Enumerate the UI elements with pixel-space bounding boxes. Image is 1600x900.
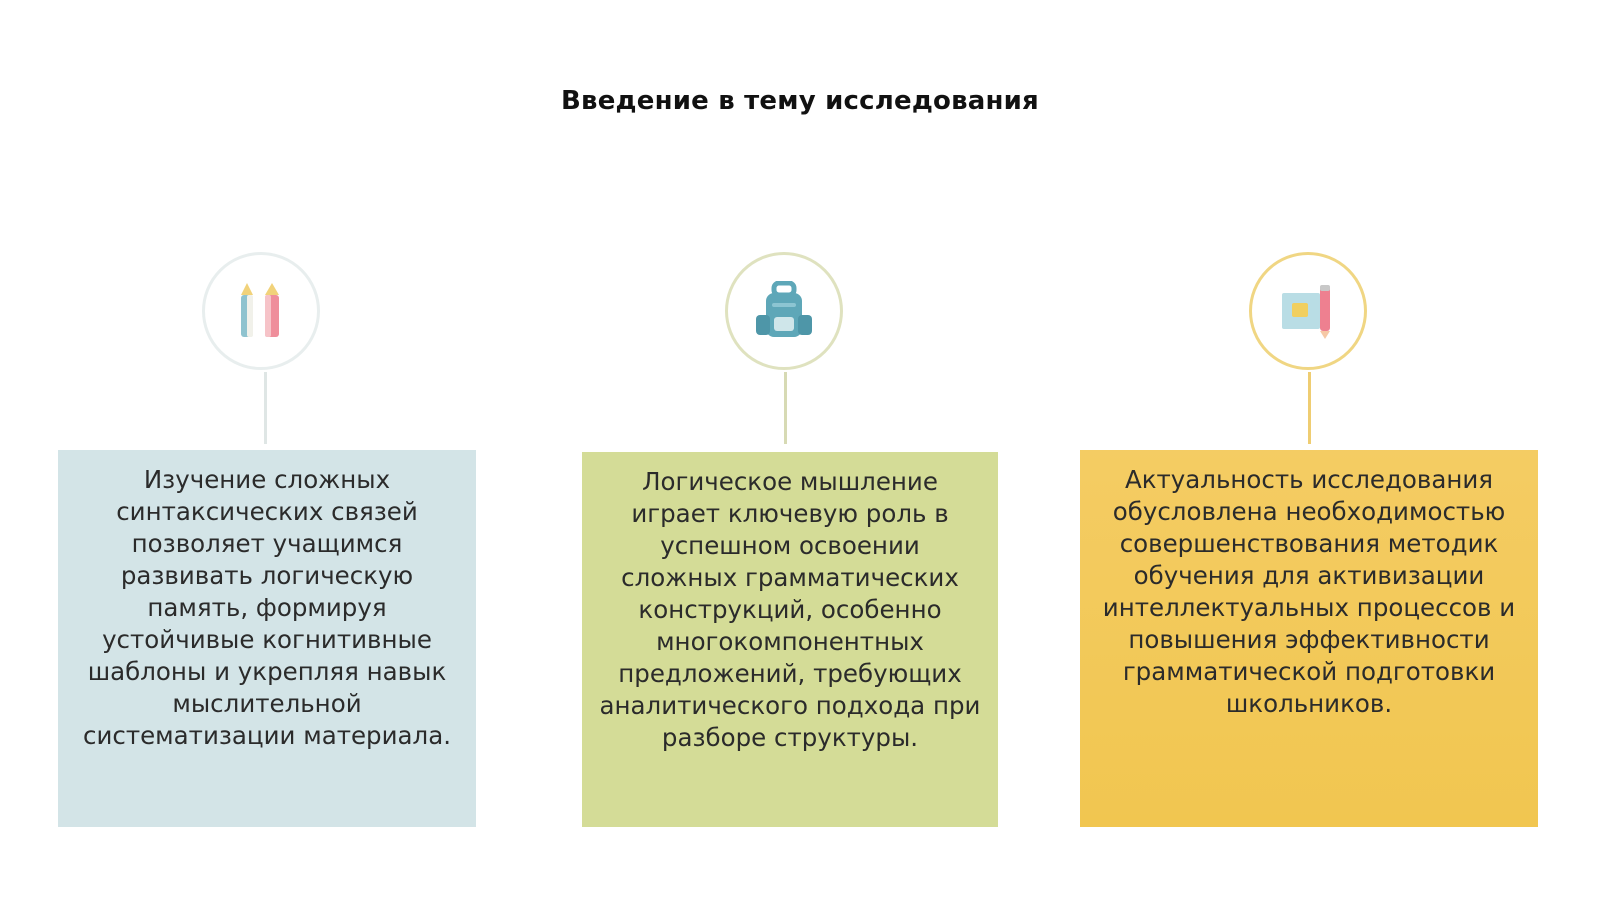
card-line: совершенствования методик [1119,529,1499,558]
card-line: Логическое мышление [642,467,938,496]
card-line: сложных грамматических [621,563,959,592]
card-line: грамматической подготовки [1122,657,1496,686]
connector-line-3 [1308,372,1311,444]
card-line: играет ключевую роль в [631,499,949,528]
card-line: повышения эффективности [1128,625,1490,654]
card-line: предложений, требующих [618,659,962,688]
card-line: школьников. [1225,689,1393,718]
card-line: разборе структуры. [661,723,919,752]
card-line: синтаксических связей [116,497,418,526]
info-card-2 [582,452,998,827]
card-line: Изучение сложных [143,465,391,494]
card-line: Актуальность исследования [1124,465,1494,494]
card-line: мыслительной [172,689,362,718]
card-line: систематизации материала. [82,721,452,750]
slide-title: Введение в тему исследования [561,86,1039,116]
connector-line-1 [264,372,267,444]
card-line: позволяет учащимся [131,529,403,558]
card-line: конструкций, особенно [638,595,942,624]
info-card-1 [58,450,476,827]
card-line: устойчивые когнитивные [102,625,432,654]
icon-circle-2 [725,252,843,370]
card-line: память, формируя [147,593,387,622]
card-line: аналитического подхода при [599,691,981,720]
card-line: успешном освоении [660,531,920,560]
icon-circle-1 [202,252,320,370]
connector-line-2 [784,372,787,444]
pencils-icon [233,281,289,341]
card-line: шаблоны и укрепляя навык [87,657,447,686]
card-line: интеллектуальных процессов и [1102,593,1516,622]
card-line: развивать логическую [120,561,414,590]
info-card-3 [1080,450,1538,827]
card-line: обучения для активизации [1133,561,1485,590]
card-line: многокомпонентных [656,627,924,656]
card-line: обусловлена необходимостью [1112,497,1506,526]
backpack-icon [754,281,814,341]
drawing-board-icon [1278,281,1338,341]
icon-circle-3 [1249,252,1367,370]
